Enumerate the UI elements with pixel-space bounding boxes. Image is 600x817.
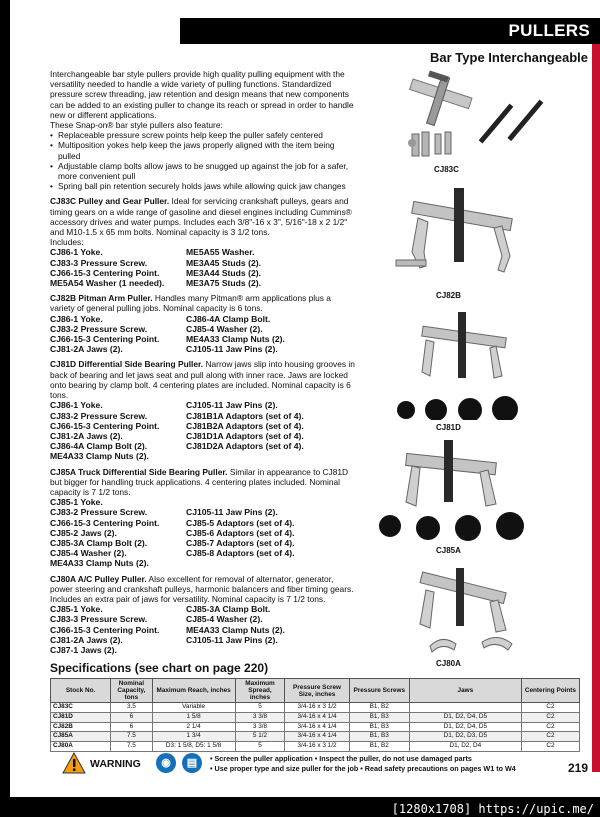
parts-list	[50, 497, 355, 568]
page-subtitle: Bar Type Interchangeable	[430, 50, 588, 65]
product-body: Narrow jaws slip into housing grooves in back of bearing and let jaws seat and pull along with inner race. Jaws are locked onto bearing by clamp bolt. 4 centering plates are included. Nominal capacity is 6 tons.	[50, 359, 355, 401]
part-item: CJ85-4 Washer (2).	[186, 614, 263, 625]
specifications-table	[50, 678, 580, 752]
product-title: CJ83C Pulley and Gear Puller.	[50, 196, 170, 207]
part-item: CJ81B1A Adaptors (set of 4).	[186, 410, 304, 421]
part-item: CJ83-3 Pressure Screw.	[50, 257, 148, 268]
part-item	[186, 497, 346, 507]
table-cell: 3/4-16 x 4 1/4	[285, 712, 349, 722]
table-cell: D3: 1 5/8, D5: 1 5/8	[152, 742, 235, 752]
table-cell: Variable	[152, 703, 235, 713]
product-caption: CJ82B	[436, 291, 461, 300]
table-cell: CJ85A	[51, 732, 111, 742]
part-item	[186, 558, 346, 568]
parts-list	[50, 314, 355, 355]
image-source-footer: [1280x1708] https://upic.me/	[391, 802, 594, 816]
specifications-heading: Specifications (see chart on page 220)	[50, 661, 269, 675]
table-cell: 6	[111, 712, 152, 722]
table-cell: B1, B2	[349, 742, 409, 752]
table-cell: B1, B2	[349, 703, 409, 713]
table-row	[51, 722, 580, 732]
product-caption: CJ80A	[436, 659, 461, 668]
column-header: Nominal Capacity, tons	[111, 679, 152, 703]
column-header: Stock No.	[51, 679, 111, 703]
part-item: CJ66-15-3 Centering Point.	[50, 624, 160, 635]
part-item: CJ86-1 Yoke.	[50, 400, 103, 411]
table-header-row	[51, 679, 580, 703]
table-row	[51, 712, 580, 722]
table-cell: D1, D2, D3, D5	[409, 732, 521, 742]
part-item: CJ85-3A Clamp Bolt.	[186, 604, 271, 615]
part-item: CJ81-2A Jaws (2).	[50, 430, 123, 441]
feature-list	[50, 130, 355, 191]
table-cell: CJ83C	[51, 703, 111, 713]
feature-item: • Spring ball pin retention securely holds jaws while allowing quick jaw changes	[50, 181, 355, 191]
table-cell: 3 3/8	[235, 722, 285, 732]
warning-strip	[62, 752, 592, 776]
product-photo-cj85a	[370, 440, 540, 542]
table-cell: D1, D2, D4, D5	[409, 712, 521, 722]
part-item: CJ105-11 Jaw Pins (2).	[186, 634, 278, 645]
table-cell: 3.5	[111, 703, 152, 713]
section-title: PULLERS	[508, 21, 590, 40]
table-cell: CJ80A	[51, 742, 111, 752]
table-cell: C2	[521, 712, 579, 722]
table-cell: 1 3/4	[152, 732, 235, 742]
part-item: ME5A54 Washer (1 needed).	[50, 278, 165, 289]
column-header: Maximum Reach, inches	[152, 679, 235, 703]
section-banner	[180, 18, 600, 44]
table-cell: 3/4-16 x 3 1/2	[285, 742, 349, 752]
table-cell: C2	[521, 742, 579, 752]
part-item: CJ85-1 Yoke.	[50, 604, 103, 615]
table-row	[51, 742, 580, 752]
product-photo-cj83c	[380, 68, 580, 160]
table-cell: 5	[235, 703, 285, 713]
part-item: CJ83-2 Pressure Screw.	[50, 323, 148, 334]
product-description	[50, 359, 355, 400]
part-item	[186, 645, 346, 655]
part-item: CJ66-15-3 Centering Point.	[50, 334, 160, 345]
table-cell	[409, 703, 521, 713]
part-item	[186, 451, 346, 461]
part-item: CJ86-4A Clamp Bolt (2).	[50, 441, 148, 452]
product-description	[50, 574, 355, 605]
product-body: Ideal for servicing crankshaft pulleys, gears and timing gears on a wide range of gasoline and diesel engines including Cummins® accessory drives and water pumps. Includes each 3/8"-16 x 3", 5/16"-18 x 2 1/2" and M10-1.5 x 65 mm bolts. Nominal capacity is 3 1/2 tons.	[50, 196, 352, 238]
part-item: CJ85-8 Adaptors (set of 4).	[186, 548, 295, 559]
warning-line: • Use proper type and size puller for the job • Read safety precautions on pages W1 to W4	[210, 764, 516, 773]
table-cell: B1, B3	[349, 732, 409, 742]
includes-label: Includes:	[50, 237, 84, 248]
part-item: CJ86-1 Yoke.	[50, 247, 103, 258]
table-cell: 5	[235, 742, 285, 752]
parts-list	[50, 400, 355, 461]
table-cell: CJ81D	[51, 712, 111, 722]
warning-text	[210, 754, 516, 774]
part-item: CJ85-7 Adaptors (set of 4).	[186, 537, 295, 548]
part-item: CJ85-2 Jaws (2).	[50, 527, 117, 538]
product-body: Handles many Pitman® arm applications plus a variety of general pulling jobs. Nominal capacity is 6 tons.	[50, 293, 331, 314]
part-item: CJ66-15-3 Centering Point.	[50, 420, 160, 431]
table-cell: B1, B3	[349, 712, 409, 722]
part-item: CJ85-4 Washer (2).	[186, 323, 263, 334]
part-item: CJ86-1 Yoke.	[50, 313, 103, 324]
accent-bar	[592, 44, 600, 772]
part-item: ME3A45 Studs (2).	[186, 257, 261, 268]
table-cell: B1, B3	[349, 722, 409, 732]
table-cell: CJ82B	[51, 722, 111, 732]
part-item: CJ86-4A Clamp Bolt.	[186, 313, 271, 324]
table-cell: 3/4-16 x 4 1/4	[285, 722, 349, 732]
table-cell: C2	[521, 722, 579, 732]
product-photo-cj81d	[392, 310, 542, 420]
part-item: CJ81-2A Jaws (2).	[50, 634, 123, 645]
product-photo-cj82b	[390, 182, 550, 284]
part-item: CJ85-1 Yoke.	[50, 497, 103, 508]
product-title: CJ85A Truck Differential Side Bearing Puller.	[50, 466, 228, 477]
product-body: Similar in appearance to CJ81D but bigger for handling truck applications. 4 centering plates included. Nominal capacity is 7 1/2 tons.	[50, 466, 349, 497]
product-body: Also excellent for removal of alternator, generator, power steering and crankshaft pulleys, harmonic balancers and fiber timing gears. Includes an extra pair of jaws for versatility. Nominal capacity is 7 1/2 tons.	[50, 573, 354, 604]
part-item: ME4A33 Clamp Nuts (2).	[186, 334, 285, 345]
part-item: CJ66-15-3 Centering Point.	[50, 267, 160, 278]
table-cell: 6	[111, 722, 152, 732]
part-item: CJ83-2 Pressure Screw.	[50, 507, 148, 518]
column-header: Pressure Screws	[349, 679, 409, 703]
column-header: Pressure Screw Size, inches	[285, 679, 349, 703]
part-item: CJ81D2A Adaptors (set of 4).	[186, 441, 304, 452]
table-cell: C2	[521, 732, 579, 742]
part-item: CJ83-2 Pressure Screw.	[50, 410, 148, 421]
part-item: CJ105-11 Jaw Pins (2).	[186, 400, 278, 411]
table-cell: 5 1/2	[235, 732, 285, 742]
product-photo-cj80a	[390, 568, 560, 656]
table-cell: 1 5/8	[152, 712, 235, 722]
part-item: ME4A33 Clamp Nuts (2).	[50, 451, 149, 462]
part-item: CJ105-11 Jaw Pins (2).	[186, 507, 278, 518]
table-cell: 7.5	[111, 732, 152, 742]
part-item: CJ85-4 Washer (2).	[50, 548, 127, 559]
table-cell: D1, D2, D4, D5	[409, 722, 521, 732]
column-header: Centering Points	[521, 679, 579, 703]
column-header: Maximum Spread, inches	[235, 679, 285, 703]
body-text	[50, 69, 355, 655]
warning-triangle-icon	[62, 752, 86, 774]
feature-item: • Replaceable pressure screw points help keep the puller safely centered	[50, 130, 355, 140]
warning-label: WARNING	[90, 758, 141, 770]
safety-glasses-icon: ◉	[156, 753, 176, 773]
part-item: CJ81B2A Adaptors (set of 4).	[186, 420, 304, 431]
column-header: Jaws	[409, 679, 521, 703]
intro-paragraph: Interchangeable bar style pullers provide high quality pulling equipment with the versatility needed to handle a wide variety of pulling functions. Standardized pressure screw threading, jaw retention and design means that new components can be added to an existing puller to change its reach or spread in order to handle new or different applications.	[50, 69, 354, 120]
table-row	[51, 732, 580, 742]
part-item: CJ81-2A Jaws (2).	[50, 344, 123, 355]
part-item: CJ83-3 Pressure Screw.	[50, 614, 148, 625]
warning-line: • Screen the puller application • Inspect the puller, do not use damaged parts	[210, 754, 472, 763]
part-item: ME3A75 Studs (2).	[186, 278, 261, 289]
part-item: ME4A33 Clamp Nuts (2).	[50, 558, 149, 569]
part-item: CJ87-1 Jaws (2).	[50, 644, 117, 655]
product-caption: CJ81D	[436, 423, 461, 432]
part-item: CJ66-15-3 Centering Point.	[50, 517, 160, 528]
product-caption: CJ85A	[436, 546, 461, 555]
catalog-page	[10, 0, 600, 797]
feature-item: • Multiposition yokes help keep the jaws properly aligned with the item being pulled	[50, 140, 355, 160]
part-item: ME3A44 Studs (2).	[186, 267, 261, 278]
part-item: CJ85-6 Adaptors (set of 4).	[186, 527, 295, 538]
table-row	[51, 703, 580, 713]
table-cell: D1, D2, D4	[409, 742, 521, 752]
table-cell: 2 1/4	[152, 722, 235, 732]
table-cell: 3 3/8	[235, 712, 285, 722]
part-item: CJ105-11 Jaw Pins (2).	[186, 344, 278, 355]
product-description	[50, 293, 355, 313]
product-description	[50, 196, 355, 237]
part-item: ME5A55 Washer.	[186, 247, 255, 258]
table-cell: C2	[521, 703, 579, 713]
product-caption: CJ83C	[434, 165, 459, 174]
product-title: CJ82B Pitman Arm Puller.	[50, 293, 153, 304]
table-cell: 3/4-16 x 3 1/2	[285, 703, 349, 713]
parts-list	[50, 247, 355, 288]
part-item: CJ85-5 Adaptors (set of 4).	[186, 517, 295, 528]
features-lead: These Snap-on® bar style pullers also feature:	[50, 120, 223, 131]
page-number: 219	[567, 761, 588, 775]
feature-item: • Adjustable clamp bolts allow jaws to be snugged up against the job for a safer, more convenient pull	[50, 161, 355, 181]
product-title: CJ80A A/C Pulley Puller.	[50, 573, 147, 584]
product-description	[50, 467, 355, 498]
part-item: CJ81D1A Adaptors (set of 4).	[186, 430, 304, 441]
parts-list	[50, 604, 355, 655]
table-cell: 7.5	[111, 742, 152, 752]
read-manual-icon: ▤	[182, 753, 202, 773]
table-cell: 3/4-16 x 4 1/4	[285, 732, 349, 742]
part-item: ME4A33 Clamp Nuts (2).	[186, 624, 285, 635]
part-item: CJ85-3A Clamp Bolt (2).	[50, 537, 148, 548]
product-title: CJ81D Differential Side Bearing Puller.	[50, 359, 204, 370]
